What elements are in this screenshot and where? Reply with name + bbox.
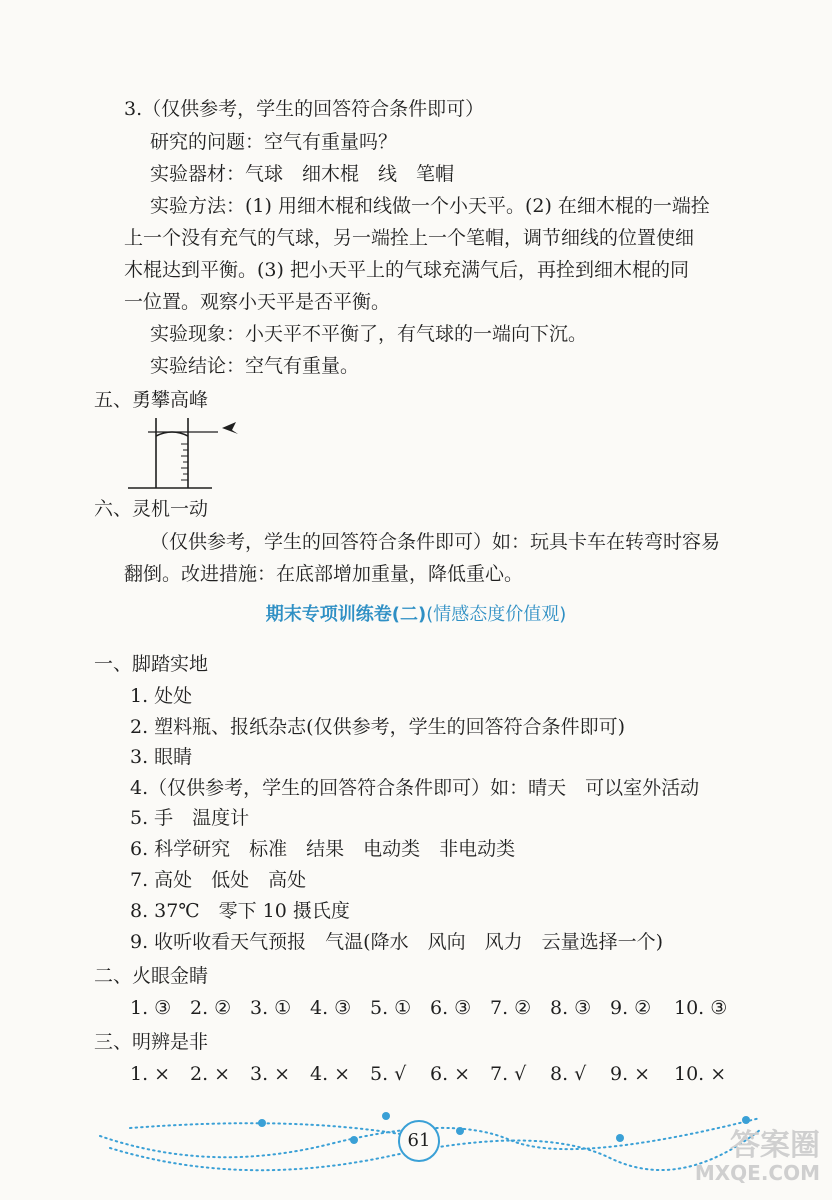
answer-item: 6. ③ xyxy=(430,997,472,1019)
answer-item: 7. √ xyxy=(490,1063,527,1085)
answer-item: 5. ① xyxy=(370,997,412,1019)
list-item: 8. 37℃ 零下 10 摄氏度 xyxy=(130,900,350,922)
eye-icon xyxy=(222,422,238,434)
part3-answers xyxy=(130,1062,736,1086)
watermark xyxy=(680,1130,820,1184)
answer-item: 2. × xyxy=(190,1063,231,1085)
list-item: 6. 科学研究 标准 结果 电动类 非电动类 xyxy=(130,838,516,860)
answer-item: 2. ② xyxy=(190,997,232,1019)
part1-heading: 一、脚踏实地 xyxy=(94,653,209,675)
dot-icon xyxy=(456,1127,464,1135)
section-five-heading: 五、勇攀高峰 xyxy=(94,389,209,411)
answer-item: 1. × xyxy=(130,1063,171,1085)
answer-item: 5. √ xyxy=(370,1063,407,1085)
phenomenon: 实验现象：小天平不平衡了，有气球的一端向下沉。 xyxy=(150,323,588,345)
list-item: 3. 眼睛 xyxy=(130,746,193,768)
section-six-line-2: 翻倒。改进措施：在底部增加重量，降低重心。 xyxy=(124,563,524,585)
exam-title-sub: (情感态度价值观) xyxy=(426,604,567,625)
dot-icon xyxy=(258,1119,266,1127)
dot-icon xyxy=(382,1112,390,1120)
materials: 实验器材：气球 细木棍 线 笔帽 xyxy=(150,163,455,185)
method-line-3: 木棍达到平衡。(3) 把小天平上的气球充满气后，再拴到细木棍的同 xyxy=(124,259,689,281)
conclusion: 实验结论：空气有重量。 xyxy=(150,355,360,377)
dot-icon xyxy=(742,1116,750,1124)
list-item: 1. 处处 xyxy=(130,685,193,707)
answer-item: 10. × xyxy=(674,1063,727,1085)
answer-item: 9. × xyxy=(610,1063,651,1085)
answer-item: 6. × xyxy=(430,1063,471,1085)
answer-item: 3. ① xyxy=(250,997,292,1019)
answer-item: 8. √ xyxy=(550,1063,587,1085)
list-item: 9. 收听收看天气预报 气温(降水 风向 风力 云量选择一个) xyxy=(130,931,663,953)
answer-item: 9. ② xyxy=(610,997,652,1019)
dot-icon xyxy=(616,1134,624,1142)
answer-item: 4. ③ xyxy=(310,997,352,1019)
answer-item: 10. ③ xyxy=(674,997,728,1019)
part2-heading: 二、火眼金睛 xyxy=(94,965,209,987)
method-line-4: 一位置。观察小天平是否平衡。 xyxy=(124,291,391,313)
list-item: 4.（仅供参考，学生的回答符合条件即可）如：晴天 可以室外活动 xyxy=(130,777,700,799)
answer-item: 4. × xyxy=(310,1063,351,1085)
exam-title xyxy=(0,600,832,626)
method-line-1: 实验方法：(1) 用细木棍和线做一个小天平。(2) 在细木棍的一端拴 xyxy=(150,195,710,217)
exam-title-main: 期末专项训练卷(二) xyxy=(265,604,427,625)
list-item: 5. 手 温度计 xyxy=(130,807,250,829)
list-item: 7. 高处 低处 高处 xyxy=(130,869,307,891)
measuring-cylinder-figure xyxy=(126,414,246,490)
part2-answers xyxy=(130,996,736,1020)
list-item: 2. 塑料瓶、报纸杂志(仅供参考，学生的回答符合条件即可) xyxy=(130,716,625,738)
q3-heading: 3.（仅供参考，学生的回答符合条件即可） xyxy=(124,98,485,120)
watermark-url: MXQE.COM xyxy=(694,1161,820,1185)
section-six-line-1: （仅供参考，学生的回答符合条件即可）如：玩具卡车在转弯时容易 xyxy=(150,531,721,553)
answer-item: 1. ③ xyxy=(130,997,172,1019)
answer-item: 3. × xyxy=(250,1063,291,1085)
research-question: 研究的问题：空气有重量吗？ xyxy=(150,131,398,153)
dot-icon xyxy=(350,1136,358,1144)
section-six-heading: 六、灵机一动 xyxy=(94,498,209,520)
page-number: 61 xyxy=(398,1120,440,1162)
answer-item: 7. ② xyxy=(490,997,532,1019)
watermark-brand: 答案圈 xyxy=(730,1128,820,1163)
answer-item: 8. ③ xyxy=(550,997,592,1019)
part3-heading: 三、明辨是非 xyxy=(94,1031,209,1053)
method-line-2: 上一个没有充气的气球，另一端拴上一个笔帽，调节细线的位置使细 xyxy=(124,227,695,249)
